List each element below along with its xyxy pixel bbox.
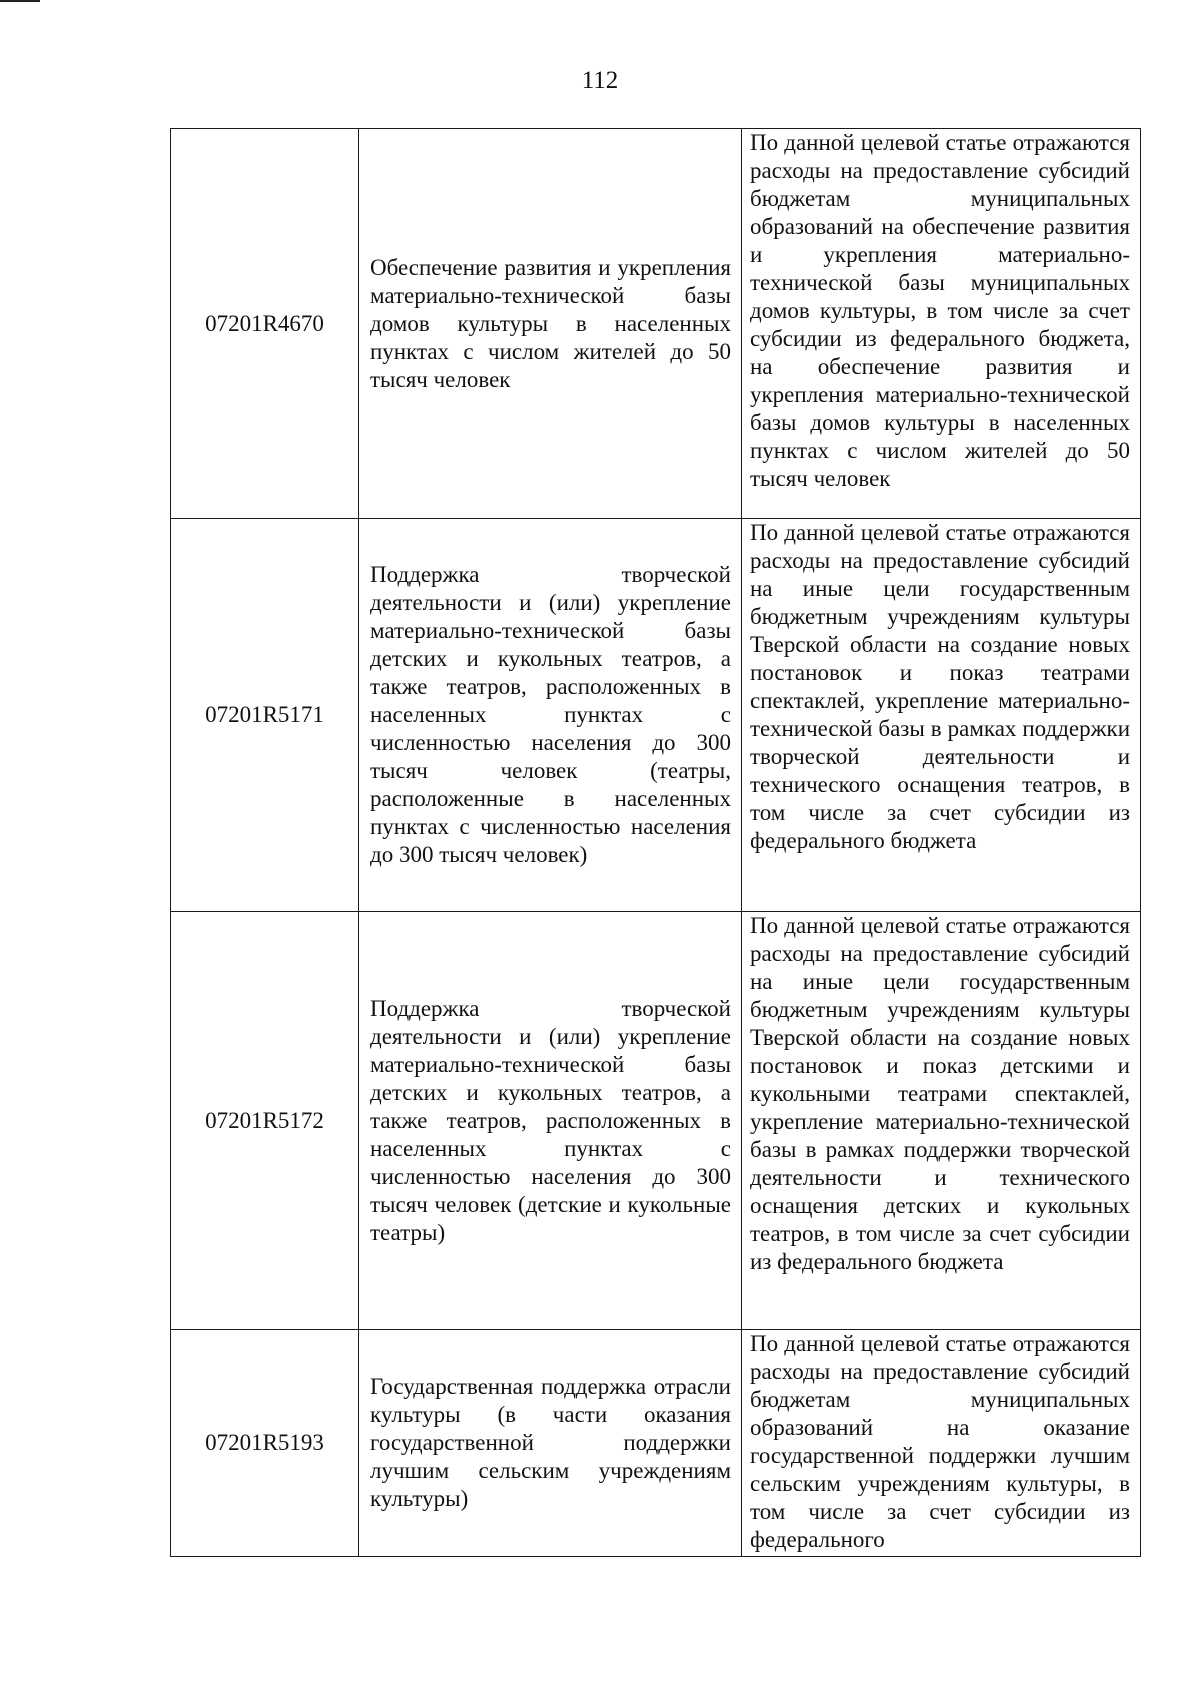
target-name-cell: Поддержка творческой деятельности и (или) укрепление материально-технической базы детских и кукольных театров, а также театров, расположенных в населенных пунктах с численностью населения до 300 тысяч человек (детские и кукольные театры)	[359, 912, 742, 1330]
target-description-cell: По данной целевой статье отражаются расходы на предоставление субсидий на иные цели государственным бюджетным учреждениям культуры Тверской области на создание новых постановок и показ театрами спектаклей, укрепление материально-технической базы в рамках поддержки творческой деятельности и технического оснащения театров, в том числе за счет субсидии из федерального бюджета	[742, 519, 1141, 912]
budget-classification-table	[170, 128, 1141, 1557]
table-row	[171, 1330, 1141, 1557]
target-name-cell: Обеспечение развития и укрепления материально-технической базы домов культуры в населенных пунктах с числом жителей до 50 тысяч человек	[359, 129, 742, 519]
page-number: 112	[581, 67, 619, 94]
table-row	[171, 519, 1141, 912]
target-description-cell: По данной целевой статье отражаются расходы на предоставление субсидий на иные цели государственным бюджетным учреждениям культуры Тверской области на создание новых постановок и показ детскими и кукольными театрами спектаклей, укрепление материально-технической базы в рамках поддержки творческой деятельности и технического оснащения детских и кукольных театров, в том числе за счет субсидии из федерального бюджета	[742, 912, 1141, 1330]
table-row	[171, 912, 1141, 1330]
target-code-cell: 07201R5171	[171, 519, 359, 912]
target-code-cell: 07201R4670	[171, 129, 359, 519]
target-description-cell: По данной целевой статье отражаются расходы на предоставление субсидий бюджетам муниципальных образований на обеспечение развития и укрепления материально-технической базы муниципальных домов культуры, в том числе за счет субсидии из федерального бюджета, на обеспечение развития и укрепления материально-технической базы домов культуры в населенных пунктах с числом жителей до 50 тысяч человек	[742, 129, 1141, 519]
target-description-cell: По данной целевой статье отражаются расходы на предоставление субсидий бюджетам муниципальных образований на оказание государственной поддержки лучшим сельским учреждениям культуры, в том числе за счет субсидии из федерального	[742, 1330, 1141, 1557]
target-name-cell: Поддержка творческой деятельности и (или) укрепление материально-технической базы детских и кукольных театров, а также театров, расположенных в населенных пунктах с численностью населения до 300 тысяч человек (театры, расположенные в населенных пунктах с численностью населения до 300 тысяч человек)	[359, 519, 742, 912]
target-code-cell: 07201R5193	[171, 1330, 359, 1557]
target-name-cell: Государственная поддержка отрасли культуры (в части оказания государственной поддержки лучшим сельским учреждениям культуры)	[359, 1330, 742, 1557]
table-row	[171, 129, 1141, 519]
scan-edge-mark	[0, 0, 40, 2]
target-code-cell: 07201R5172	[171, 912, 359, 1330]
